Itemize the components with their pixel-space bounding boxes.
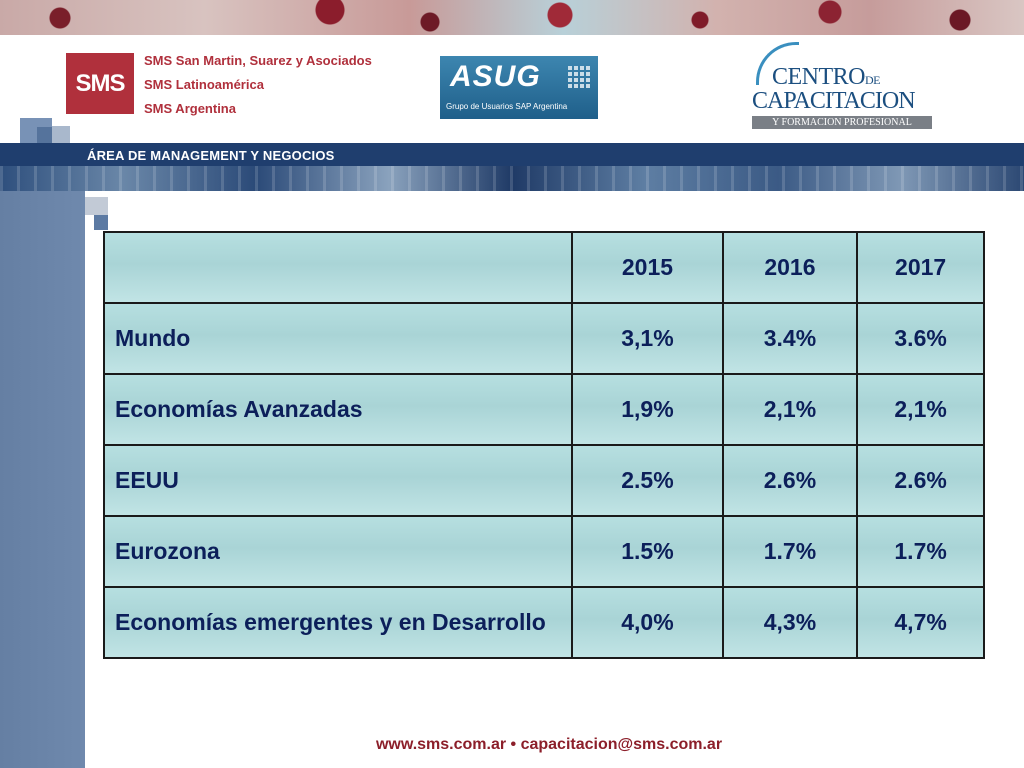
growth-table <box>103 231 985 659</box>
sms-logo-text: SMS <box>75 69 125 97</box>
table-row <box>104 374 984 445</box>
cell-2016: 4,3% <box>723 587 858 658</box>
table-row <box>104 445 984 516</box>
cell-2015: 1,9% <box>572 374 722 445</box>
table-row <box>104 587 984 658</box>
cell-2017: 2,1% <box>857 374 984 445</box>
sms-company-lines <box>144 52 372 124</box>
top-decorative-banner <box>0 0 1024 35</box>
row-label: Mundo <box>104 303 572 374</box>
cell-2016: 2,1% <box>723 374 858 445</box>
cell-2017: 3.6% <box>857 303 984 374</box>
header-cell-2015: 2015 <box>572 232 722 303</box>
decorative-square <box>85 197 108 215</box>
row-label: Eurozona <box>104 516 572 587</box>
table-row <box>104 303 984 374</box>
cell-2016: 2.6% <box>723 445 858 516</box>
cell-2017: 4,7% <box>857 587 984 658</box>
row-label: Economías emergentes y en Desarrollo <box>104 587 572 658</box>
cell-2017: 2.6% <box>857 445 984 516</box>
centro-line-2: CAPACITACION <box>752 88 915 114</box>
row-label: Economías Avanzadas <box>104 374 572 445</box>
cell-2015: 1.5% <box>572 516 722 587</box>
centro-line-1: CENTRODE <box>772 64 880 90</box>
asug-subtitle: Grupo de Usuarios SAP Argentina <box>446 102 568 111</box>
section-title: ÁREA DE MANAGEMENT Y NEGOCIOS <box>87 148 335 163</box>
sms-logo <box>66 53 134 114</box>
sms-line-1: SMS San Martin, Suarez y Asociados <box>144 53 372 68</box>
cell-2015: 4,0% <box>572 587 722 658</box>
centro-line-3: Y FORMACION PROFESIONAL <box>752 116 932 129</box>
sms-line-2: SMS Latinoamérica <box>144 77 264 92</box>
centro-de: DE <box>865 73 880 87</box>
header-cell-2017: 2017 <box>857 232 984 303</box>
cell-2016: 3.4% <box>723 303 858 374</box>
asug-logo-text: ASUG <box>450 60 541 93</box>
footer-contact: www.sms.com.ar • capacitacion@sms.com.ar <box>375 736 723 753</box>
sms-line-3: SMS Argentina <box>144 101 236 116</box>
cell-2017: 1.7% <box>857 516 984 587</box>
centro-capacitacion-logo <box>752 42 934 130</box>
table-header-row <box>104 232 984 303</box>
cell-2015: 3,1% <box>572 303 722 374</box>
header-cell-2016: 2016 <box>723 232 858 303</box>
painted-strip <box>0 166 1024 191</box>
cell-2015: 2.5% <box>572 445 722 516</box>
left-side-panel <box>0 191 85 768</box>
section-bar <box>0 143 1024 166</box>
row-label: EEUU <box>104 445 572 516</box>
table-row <box>104 516 984 587</box>
header-cell-empty <box>104 232 572 303</box>
cell-2016: 1.7% <box>723 516 858 587</box>
asug-logo <box>440 56 598 119</box>
asug-grid-icon <box>568 66 590 88</box>
decorative-square <box>52 126 70 144</box>
decorative-square <box>94 215 108 230</box>
